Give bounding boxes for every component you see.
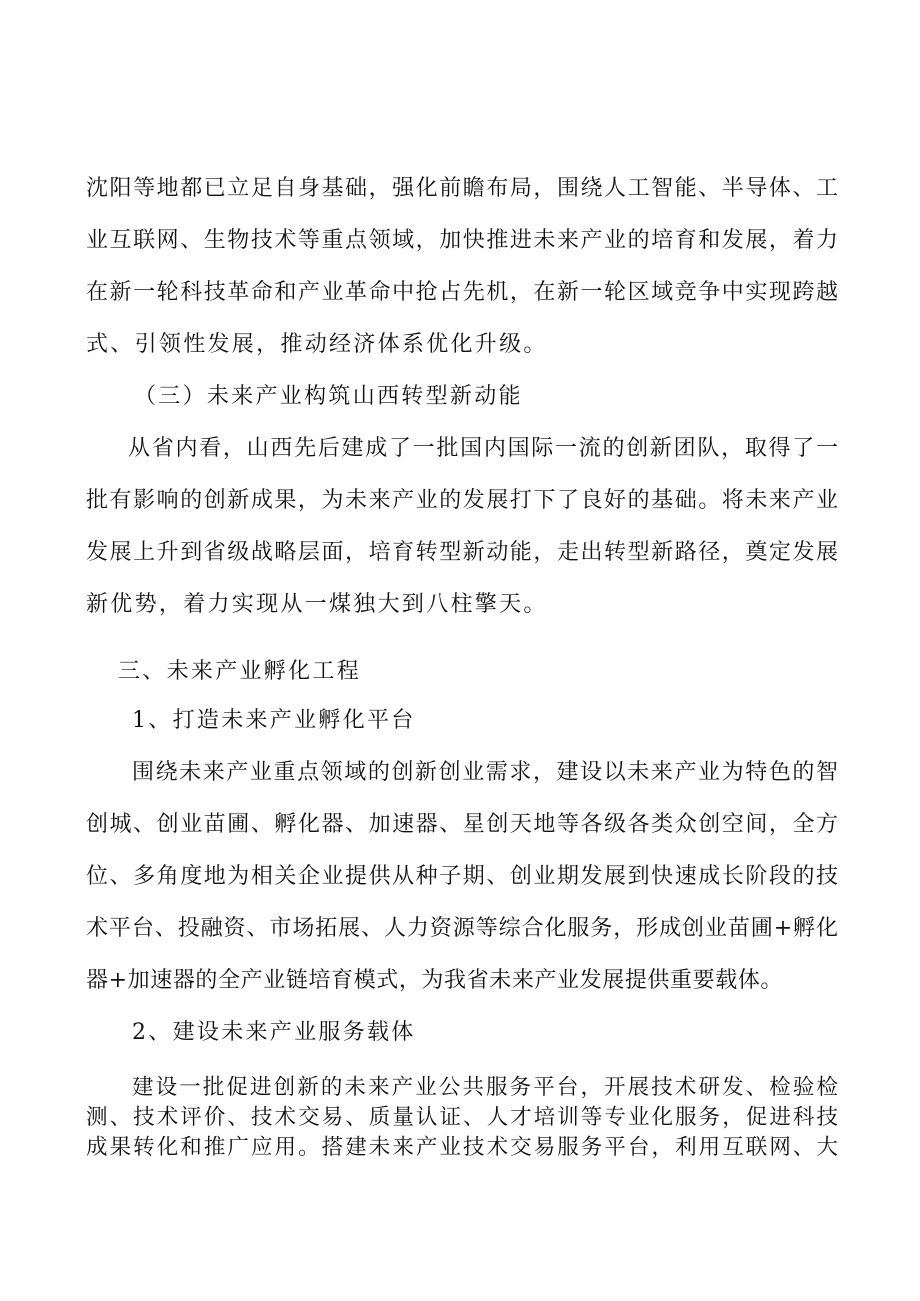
subsection-heading-2: 2、建设未来产业服务载体 — [132, 1020, 416, 1045]
subsection-heading-1: 1、打造未来产业孵化平台 — [132, 708, 416, 733]
paragraph-line: 从省内看，山西先后建成了一批国内国际一流的创新团队，取得了一 — [128, 436, 838, 461]
paragraph-line: 围绕未来产业重点领域的创新创业需求，建设以未来产业为特色的智 — [132, 760, 838, 785]
paragraph-line: 成果转化和推广应用。搭建未来产业技术交易服务平台，利用互联网、大 — [86, 1135, 838, 1160]
paragraph-line: 术平台、投融资、市场拓展、人力资源等综合化服务，形成创业苗圃+孵化 — [86, 916, 838, 941]
paragraph-line: 创城、创业苗圃、孵化器、加速器、星创天地等各级各类众创空间，全方 — [86, 812, 838, 837]
paragraph-line: 在新一轮科技革命和产业革命中抢占先机，在新一轮区域竞争中实现跨越 — [86, 280, 838, 305]
paragraph-line: 位、多角度地为相关企业提供从种子期、创业期发展到快速成长阶段的技 — [86, 864, 838, 889]
paragraph-line: 沈阳等地都已立足自身基础，强化前瞻布局，围绕人工智能、半导体、工 — [86, 176, 838, 201]
paragraph-line: 业互联网、生物技术等重点领域，加快推进未来产业的培育和发展，着力 — [86, 228, 838, 253]
paragraph-line: 发展上升到省级战略层面，培育转型新动能，走出转型新路径，奠定发展 — [86, 540, 838, 565]
paragraph-line: 测、技术评价、技术交易、质量认证、人才培训等专业化服务，促进科技 — [86, 1105, 838, 1130]
paragraph-line: 批有影响的创新成果，为未来产业的发展打下了良好的基础。将未来产业 — [86, 488, 838, 513]
paragraph-line: 新优势，着力实现从一煤独大到八柱擎天。 — [86, 592, 548, 617]
paragraph-line: 器+加速器的全产业链培育模式，为我省未来产业发展提供重要载体。 — [86, 968, 784, 993]
paragraph-line: 式、引领性发展，推动经济体系优化升级。 — [86, 332, 548, 357]
subheading: （三）未来产业构筑山西转型新动能 — [134, 384, 523, 409]
section-heading: 三、未来产业孵化工程 — [118, 659, 362, 684]
paragraph-line: 建设一批促进创新的未来产业公共服务平台，开展技术研发、检验检 — [132, 1075, 838, 1100]
